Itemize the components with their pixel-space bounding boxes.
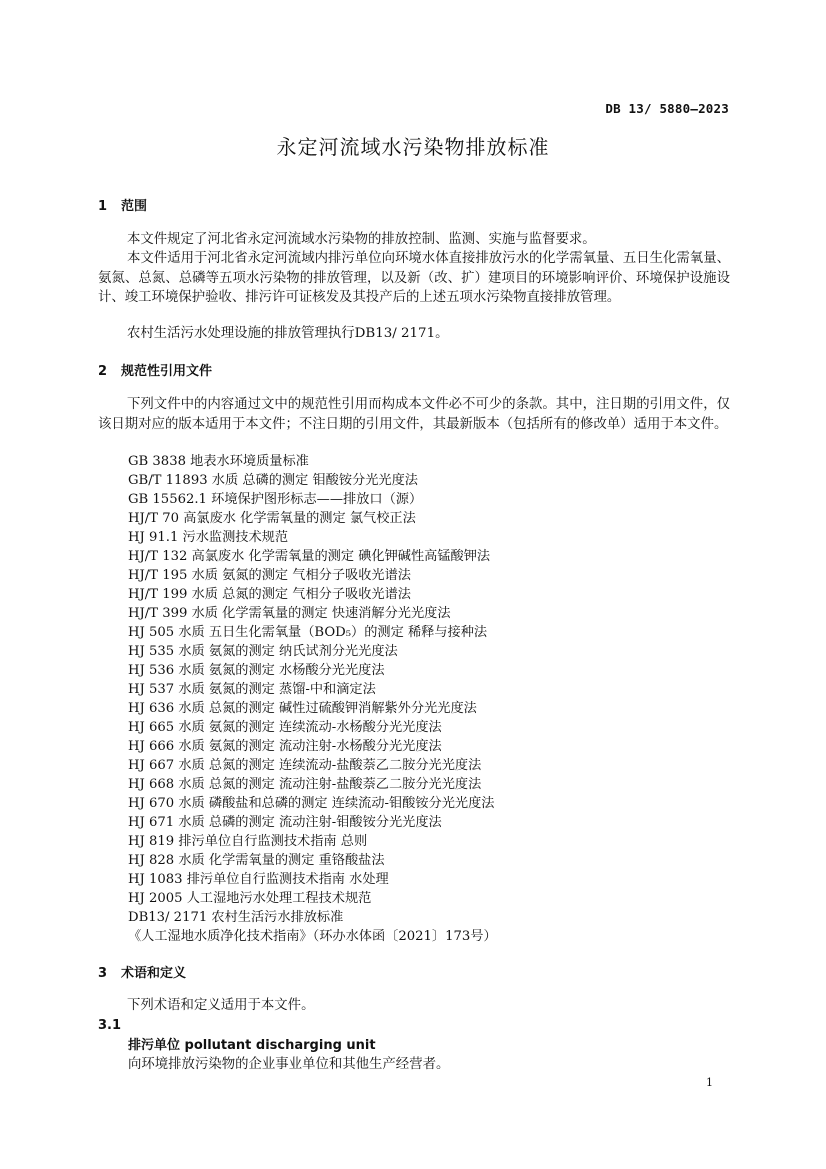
reference-item: HJ/T 195 水质 氨氮的测定 气相分子吸收光谱法 <box>128 568 411 583</box>
reference-item: HJ 670 水质 磷酸盐和总磷的测定 连续流动-钼酸铵分光光度法 <box>128 796 495 811</box>
reference-item: GB/T 11893 水质 总磷的测定 钼酸铵分光光度法 <box>128 473 418 488</box>
paragraph: 农村生活污水处理设施的排放管理执行DB13/ 2171。 <box>127 326 449 341</box>
paragraph: 本文件适用于河北省永定河流域内排污单位向环境水体直接排放污水的化学需氧量、五日生化需氧量、氨氮、总氮、总磷等五项水污染物的排放管理，以及新（改、扩）建项目的环境影响评价、环境保护设施设计、竣工环境保护验收、排污许可证核发及其投产后的上述五项水污染物直接排放管理。 <box>98 251 730 306</box>
reference-item: HJ 1083 排污单位自行监测技术指南 水处理 <box>128 872 389 887</box>
document-title: 永定河流域水污染物排放标准 <box>276 135 550 159</box>
reference-item: 《人工湿地水质净化技术指南》（环办水体函〔2021〕173号） <box>128 929 497 944</box>
reference-item: HJ/T 132 高氯废水 化学需氧量的测定 碘化钾碱性高锰酸钾法 <box>128 549 491 564</box>
section-title: 术语和定义 <box>121 966 187 981</box>
term-definition: 向环境排放污染物的企业事业单位和其他生产经营者。 <box>128 1057 450 1072</box>
page-number: 1 <box>706 1076 713 1089</box>
reference-item: HJ 505 水质 五日生化需氧量（BOD₅）的测定 稀释与接种法 <box>128 625 488 640</box>
section-title: 范围 <box>121 199 148 214</box>
section-title: 规范性引用文件 <box>121 364 213 379</box>
reference-item: HJ 535 水质 氨氮的测定 纳氏试剂分光光度法 <box>128 644 398 659</box>
paragraph: 下列文件中的内容通过文中的规范性引用而构成本文件必不可少的条款。其中，注日期的引用文件，仅该日期对应的版本适用于本文件；不注日期的引用文件，其最新版本（包括所有的修改单）适用于本文件。 <box>98 397 730 432</box>
section-3-heading <box>98 962 186 981</box>
term-name: 排污单位 pollutant discharging unit <box>128 1038 376 1053</box>
normative-references-list <box>128 452 497 946</box>
reference-item: HJ 668 水质 总氮的测定 流动注射-盐酸萘乙二胺分光光度法 <box>128 777 482 792</box>
section-2-heading <box>98 360 212 379</box>
reference-item: HJ 536 水质 氨氮的测定 水杨酸分光光度法 <box>128 663 385 678</box>
reference-item: HJ 665 水质 氨氮的测定 连续流动-水杨酸分光光度法 <box>128 720 442 735</box>
paragraph: 下列术语和定义适用于本文件。 <box>127 998 315 1013</box>
term-number: 3.1 <box>98 1018 122 1033</box>
section-number: 1 <box>98 199 108 214</box>
reference-item: HJ 2005 人工湿地污水处理工程技术规范 <box>128 891 372 906</box>
reference-item: HJ 91.1 污水监测技术规范 <box>128 530 289 545</box>
paragraph: 本文件规定了河北省永定河流域水污染物的排放控制、监测、实施与监督要求。 <box>127 232 596 247</box>
reference-item: HJ 667 水质 总氮的测定 连续流动-盐酸萘乙二胺分光光度法 <box>128 758 482 773</box>
reference-item: HJ 671 水质 总磷的测定 流动注射-钼酸铵分光光度法 <box>128 815 442 830</box>
section-1-heading <box>98 195 147 214</box>
reference-item: DB13/ 2171 农村生活污水排放标准 <box>128 910 344 925</box>
reference-item: HJ 636 水质 总氮的测定 碱性过硫酸钾消解紫外分光光度法 <box>128 701 477 716</box>
reference-item: HJ/T 399 水质 化学需氧量的测定 快速消解分光光度法 <box>128 606 451 621</box>
reference-item: HJ 666 水质 氨氮的测定 流动注射-水杨酸分光光度法 <box>128 739 442 754</box>
standard-code: DB 13/ 5880—2023 <box>605 101 729 116</box>
reference-item: GB 15562.1 环境保护图形标志——排放口（源） <box>128 492 423 507</box>
reference-item: HJ/T 70 高氯废水 化学需氧量的测定 氯气校正法 <box>128 511 416 526</box>
reference-item: HJ 537 水质 氨氮的测定 蒸馏-中和滴定法 <box>128 682 376 697</box>
reference-item: HJ 828 水质 化学需氧量的测定 重铬酸盐法 <box>128 853 385 868</box>
section-number: 3 <box>98 966 108 981</box>
section-number: 2 <box>98 364 108 379</box>
reference-item: HJ/T 199 水质 总氮的测定 气相分子吸收光谱法 <box>128 587 411 602</box>
reference-item: HJ 819 排污单位自行监测技术指南 总则 <box>128 834 368 849</box>
reference-item: GB 3838 地表水环境质量标准 <box>128 454 309 469</box>
